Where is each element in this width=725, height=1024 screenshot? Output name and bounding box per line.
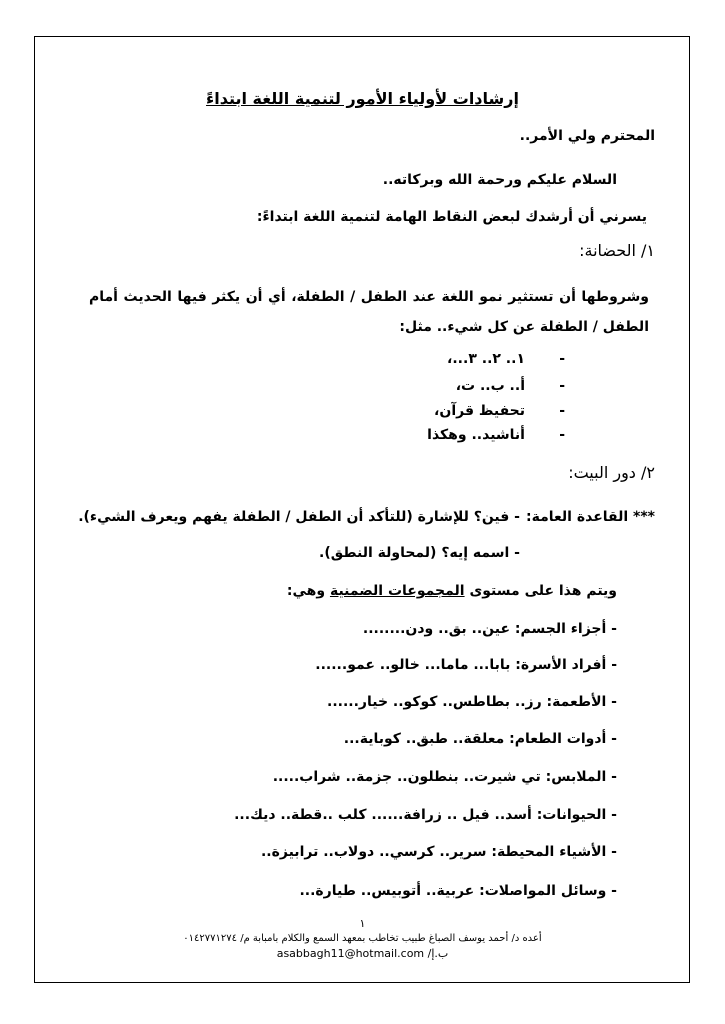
salam: السلام عليكم ورحمة الله وبركاته.. <box>382 172 617 188</box>
list-item: - وسائل المواصلات: عربية.. أتوبيس.. طيارة... <box>299 883 617 899</box>
list-item: - أدوات الطعام: معلقة.. طبق.. كوباية... <box>343 731 617 747</box>
list-item: - الأشياء المحيطة: سرير.. كرسي.. دولاب.. ترابيزة.. <box>260 844 617 860</box>
section1-heading: ١/ الحضانة: <box>579 241 655 260</box>
page-number: ١ <box>359 917 366 930</box>
rule-line-1: - فين؟ للإشارة (للتأكد أن الطفل / الطفلة يفهم ويعرف الشيء). <box>78 509 520 525</box>
list-item: - الحيوانات: أسد.. فيل .. زرافة...... كلب ..قطة.. ديك... <box>234 807 617 823</box>
footer-email: ب.إ/ asabbagh11@hotmail.com <box>276 947 449 960</box>
rule-line-2: - اسمه إيه؟ (لمحاولة النطق). <box>319 545 520 561</box>
intro: يسرني أن أرشدك لبعض النقاط الهامة لتنمية اللغة ابتداءً: <box>256 209 647 225</box>
section2-heading: ٢/ دور البيت: <box>568 463 655 482</box>
list-item: ١.. ٢.. ٣...، - <box>447 351 565 367</box>
groups-intro: ويتم هذا على مستوى المجموعات الضمنية وهي: <box>286 583 617 599</box>
list-item: - أفراد الأسرة: بابا... ماما... خالو.. عمو...... <box>315 657 617 673</box>
list-item: تحفيظ قرآن، - <box>434 403 565 419</box>
list-item: - الملابس: تي شيرت.. بنطلون.. جزمة.. شراب..... <box>272 769 617 785</box>
page-title: إرشادات لأولياء الأمور لتنمية اللغة ابتداءً <box>206 89 519 108</box>
rule-label: *** القاعدة العامة: <box>526 509 655 525</box>
list-item: - أجزاء الجسم: عين.. بق.. ودن........ <box>362 621 617 637</box>
list-item: أ.. ب.. ت، - <box>455 378 565 394</box>
footer-author: أعده د/ أحمد يوسف الصباغ طبيب تخاطب بمعهد السمع والكلام بامبابة م/ ٠١٤٢٧٧١٢٧٤ <box>183 933 542 944</box>
greeting: المحترم ولي الأمر.. <box>519 128 655 144</box>
list-item: - الأطعمة: رز.. بطاطس.. كوكو.. خيار...... <box>327 694 617 710</box>
section1-paragraph: وشروطها أن تستثير نمو اللغة عند الطفل / الطفلة، أي أن يكثر فيها الحديث أمام الطفل / الطفلة عن كل شيء.. مثل: <box>89 289 649 335</box>
list-item: أناشيد.. وهكذا - <box>427 427 565 443</box>
